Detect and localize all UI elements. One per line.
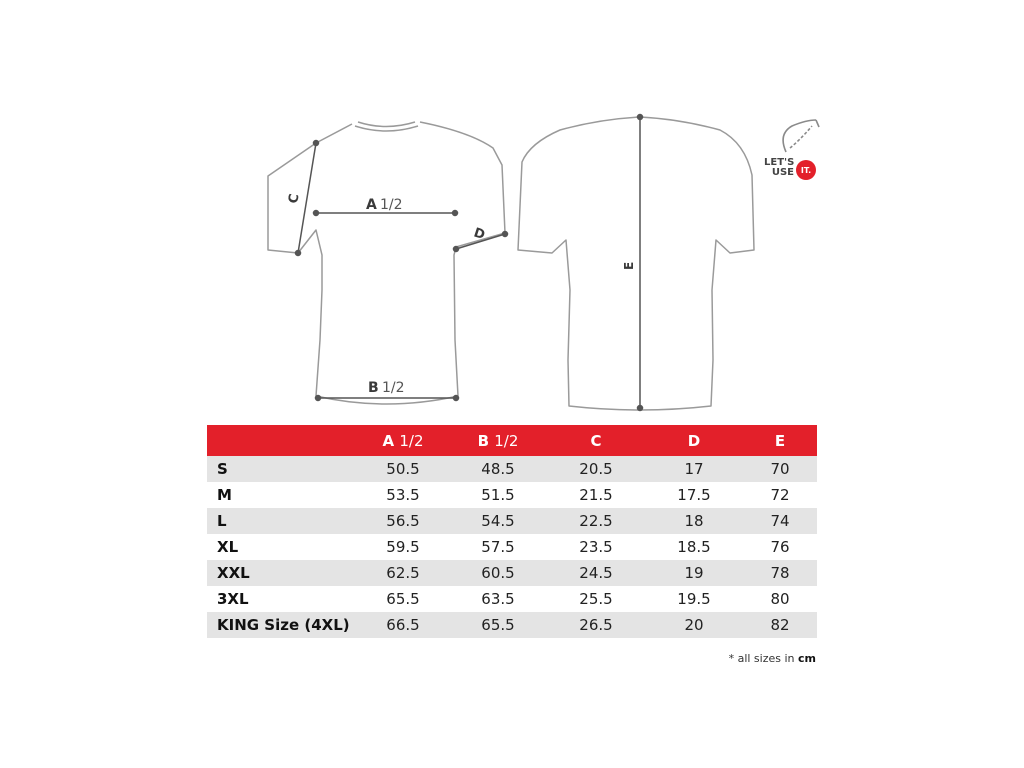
value-d: 18 xyxy=(645,508,743,534)
value-a: 50.5 xyxy=(357,456,449,482)
footnote-prefix: * all sizes in xyxy=(728,652,799,665)
header-a-main: A xyxy=(382,431,395,450)
measure-b-point-left xyxy=(316,396,321,401)
table-row xyxy=(207,508,817,534)
value-b: 51.5 xyxy=(449,482,547,508)
value-e: 72 xyxy=(743,482,817,508)
measure-d-point-left xyxy=(454,247,459,252)
value-a: 53.5 xyxy=(357,482,449,508)
label-c: C xyxy=(286,192,303,205)
size-name: XXL xyxy=(207,560,357,586)
size-name: XL xyxy=(207,534,357,560)
label-e: E xyxy=(622,261,636,270)
logo-text-line2: USE xyxy=(771,167,794,178)
header-e: E xyxy=(743,425,817,456)
value-c: 23.5 xyxy=(547,534,645,560)
label-b: B xyxy=(368,380,379,396)
value-e: 70 xyxy=(743,456,817,482)
table-row xyxy=(207,534,817,560)
value-e: 76 xyxy=(743,534,817,560)
value-d: 18.5 xyxy=(645,534,743,560)
table-row xyxy=(207,482,817,508)
value-c: 25.5 xyxy=(547,586,645,612)
label-a-half: 1/2 xyxy=(380,197,403,213)
header-b-main: B xyxy=(477,431,490,450)
logo-text xyxy=(764,158,794,178)
table-row xyxy=(207,612,817,638)
table-row xyxy=(207,560,817,586)
back-measure-lines xyxy=(638,115,643,411)
value-b: 65.5 xyxy=(449,612,547,638)
value-a: 56.5 xyxy=(357,508,449,534)
table-row xyxy=(207,456,817,482)
logo-text-line1: LET'S xyxy=(764,157,795,168)
measure-c-point-bottom xyxy=(296,251,301,256)
value-a: 66.5 xyxy=(357,612,449,638)
value-e: 82 xyxy=(743,612,817,638)
header-size xyxy=(207,425,357,456)
measure-b-point-right xyxy=(454,396,459,401)
measure-a-point-left xyxy=(314,211,319,216)
header-a-half: 1/2 xyxy=(399,431,424,450)
table-header-row xyxy=(207,425,817,456)
measure-a-point-right xyxy=(453,211,458,216)
measure-d-point-right xyxy=(503,232,508,237)
value-c: 21.5 xyxy=(547,482,645,508)
value-d: 19.5 xyxy=(645,586,743,612)
value-d: 19 xyxy=(645,560,743,586)
logo-badge: IT. xyxy=(796,160,816,180)
value-d: 17 xyxy=(645,456,743,482)
label-b-half: 1/2 xyxy=(382,380,405,396)
size-chart-table xyxy=(207,425,817,638)
label-d: D xyxy=(471,225,487,244)
measure-c-point-top xyxy=(314,141,319,146)
size-name: S xyxy=(207,456,357,482)
value-b: 54.5 xyxy=(449,508,547,534)
value-d: 20 xyxy=(645,612,743,638)
table-row xyxy=(207,586,817,612)
lets-use-it-logo xyxy=(752,118,824,188)
front-shirt-outline xyxy=(268,122,505,404)
header-b xyxy=(449,425,547,456)
value-c: 22.5 xyxy=(547,508,645,534)
value-a: 65.5 xyxy=(357,586,449,612)
value-d: 17.5 xyxy=(645,482,743,508)
value-b: 57.5 xyxy=(449,534,547,560)
label-a: A xyxy=(366,197,377,213)
value-c: 20.5 xyxy=(547,456,645,482)
front-measure-lines xyxy=(296,141,508,401)
size-name: M xyxy=(207,482,357,508)
value-c: 26.5 xyxy=(547,612,645,638)
size-name: KING Size (4XL) xyxy=(207,612,357,638)
value-a: 62.5 xyxy=(357,560,449,586)
value-e: 78 xyxy=(743,560,817,586)
value-e: 80 xyxy=(743,586,817,612)
size-name: L xyxy=(207,508,357,534)
footnote-unit: cm xyxy=(798,652,816,665)
back-shirt-outline xyxy=(518,117,754,410)
header-c: C xyxy=(547,425,645,456)
units-footnote xyxy=(729,652,816,665)
value-b: 48.5 xyxy=(449,456,547,482)
value-b: 60.5 xyxy=(449,560,547,586)
header-d: D xyxy=(645,425,743,456)
header-a xyxy=(357,425,449,456)
measure-e-point-top xyxy=(638,115,643,120)
measure-e-point-bottom xyxy=(638,406,643,411)
header-b-half: 1/2 xyxy=(494,431,519,450)
size-name: 3XL xyxy=(207,586,357,612)
value-e: 74 xyxy=(743,508,817,534)
value-c: 24.5 xyxy=(547,560,645,586)
value-b: 63.5 xyxy=(449,586,547,612)
value-a: 59.5 xyxy=(357,534,449,560)
